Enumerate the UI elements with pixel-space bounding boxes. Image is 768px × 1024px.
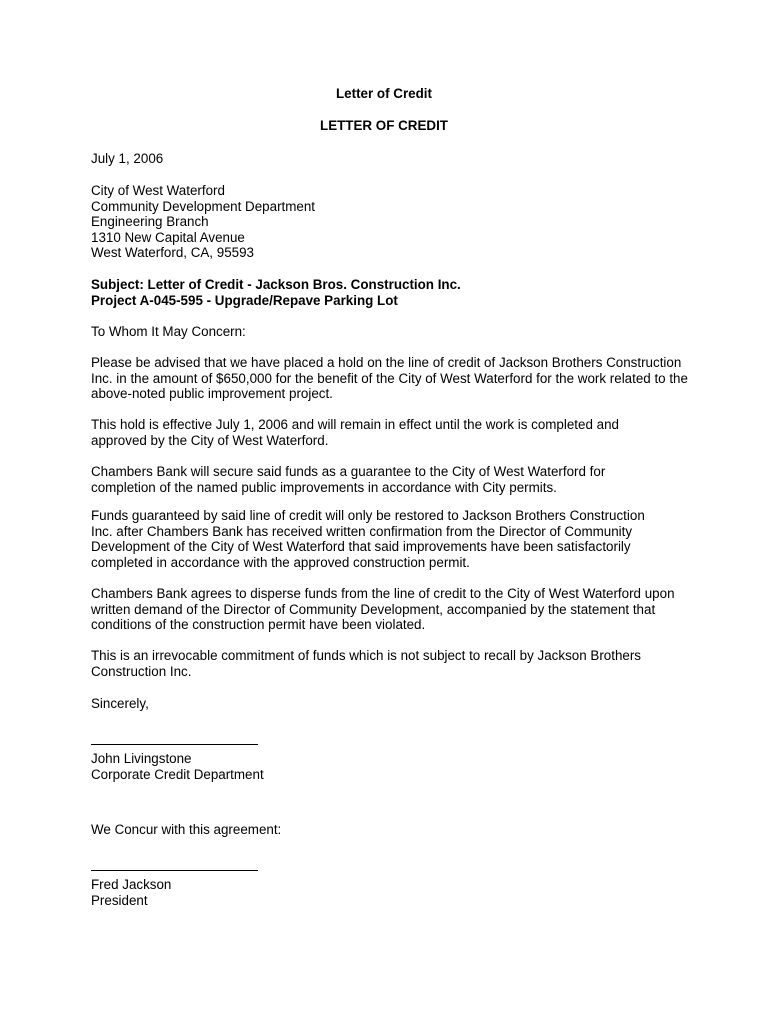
document-heading: Letter of Credit xyxy=(336,86,432,101)
closing: Sincerely, xyxy=(91,696,149,711)
signature-line xyxy=(91,744,258,745)
signature-block-bank xyxy=(91,744,691,782)
signer-name: Fred Jackson xyxy=(91,877,172,892)
signer-title: Corporate Credit Department xyxy=(91,766,264,782)
signature-line xyxy=(91,870,258,871)
subject-line: Subject: Letter of Credit - Jackson Bros. Construction Inc. xyxy=(91,277,461,292)
recipient-address xyxy=(91,183,691,261)
recipient-line: Engineering Branch xyxy=(91,214,209,229)
concur-statement: We Concur with this agreement: xyxy=(91,822,282,837)
body-paragraph: Please be advised that we have placed a hold on the line of credit of Jackson Brothers Construction Inc. in the amount of $650,000 for the benefit of the City of West Waterford for the work related to the above-noted public improvement project. xyxy=(91,355,688,401)
recipient-line: City of West Waterford xyxy=(91,183,225,198)
body-paragraph: This is an irrevocable commitment of funds which is not subject to recall by Jackson Brothers Construction Inc. xyxy=(91,648,641,679)
recipient-line: 1310 New Capital Avenue xyxy=(91,229,245,245)
salutation: To Whom It May Concern: xyxy=(91,324,246,339)
letter-date: July 1, 2006 xyxy=(91,151,164,166)
recipient-line: Community Development Department xyxy=(91,198,316,214)
subject-block xyxy=(91,277,691,308)
signer-name: John Livingstone xyxy=(91,751,192,766)
body-paragraph: Funds guaranteed by said line of credit will only be restored to Jackson Brothers Construction Inc. after Chambers Bank has received written confirmation from the Director of Community Development of the City of West Waterford that said improvements have been satisfactorily completed in accordance with the approved construction permit. xyxy=(91,508,645,570)
document-title: LETTER OF CREDIT xyxy=(320,118,448,133)
recipient-line: West Waterford, CA, 95593 xyxy=(91,245,254,260)
signature-block-contractor xyxy=(91,870,691,908)
subject-line: Project A-045-595 - Upgrade/Repave Parking Lot xyxy=(91,292,398,308)
signer-title: President xyxy=(91,892,148,908)
body-paragraph: Chambers Bank agrees to disperse funds from the line of credit to the City of West Waterford upon written demand of the Director of Community Development, accompanied by the statement that conditions of the construction permit have been violated. xyxy=(91,586,675,632)
body-paragraph: This hold is effective July 1, 2006 and will remain in effect until the work is completed and approved by the City of West Waterford. xyxy=(91,417,619,448)
body-paragraph: Chambers Bank will secure said funds as a guarantee to the City of West Waterford for completion of the named public improvements in accordance with City permits. xyxy=(91,464,606,495)
